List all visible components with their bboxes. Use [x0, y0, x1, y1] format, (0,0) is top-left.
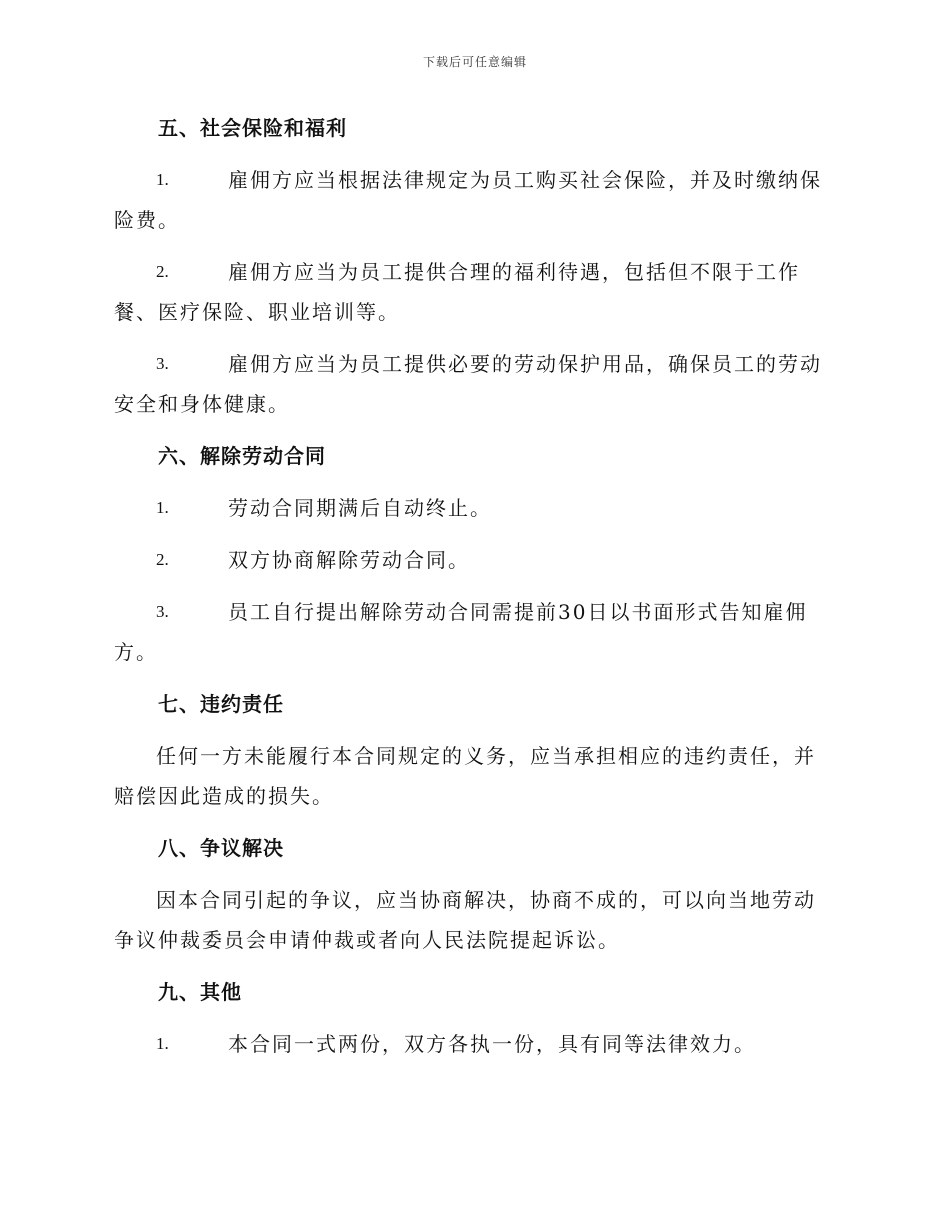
list-item-number: 3.: [156, 602, 169, 621]
list-item: [114, 488, 834, 528]
list-item-number: 2.: [156, 550, 169, 569]
section-heading-social-insurance: 五、社会保险和福利: [158, 116, 347, 140]
list-item-text: 劳动合同期满后自动终止。: [228, 496, 492, 520]
list-item: [114, 344, 834, 424]
section-heading-termination: 六、解除劳动合同: [158, 444, 326, 468]
list-item-number: 2.: [156, 262, 169, 281]
list-item: [114, 252, 834, 332]
list-item-number: 1.: [156, 498, 169, 517]
list-item: [114, 592, 834, 672]
section-paragraph: 因本合同引起的争议，应当协商解决，协商不成的，可以向当地劳动争议仲裁委员会申请仲裁或者向人民法院提起诉讼。: [114, 888, 816, 952]
list-item-text: 雇佣方应当根据法律规定为员工购买社会保险，并及时缴纳保险费。: [114, 168, 822, 232]
page-header-note: 下载后可任意编辑: [422, 55, 527, 69]
section-heading-dispute-resolution: 八、争议解决: [158, 836, 284, 860]
list-item-number: 1.: [156, 1034, 169, 1053]
list-item-text: 本合同一式两份，双方各执一份，具有同等法律效力。: [228, 1032, 756, 1056]
list-item-number: 3.: [156, 354, 169, 373]
section-heading-other: 九、其他: [158, 980, 242, 1004]
list-item-number: 1.: [156, 170, 169, 189]
list-item: [114, 1024, 834, 1064]
list-item: [114, 540, 834, 580]
list-item-text: 雇佣方应当为员工提供合理的福利待遇，包括但不限于工作餐、医疗保险、职业培训等。: [114, 260, 800, 324]
list-item: [114, 160, 834, 240]
list-item-text: 雇佣方应当为员工提供必要的劳动保护用品，确保员工的劳动安全和身体健康。: [114, 352, 822, 416]
list-item-text: 双方协商解除劳动合同。: [228, 548, 470, 572]
section-heading-breach-liability: 七、违约责任: [158, 692, 284, 716]
document-body: [114, 108, 834, 1076]
section-paragraph: 任何一方未能履行本合同规定的义务，应当承担相应的违约责任，并赔偿因此造成的损失。: [114, 744, 816, 808]
list-item-text: 员工自行提出解除劳动合同需提前30日以书面形式告知雇佣方。: [114, 600, 808, 664]
